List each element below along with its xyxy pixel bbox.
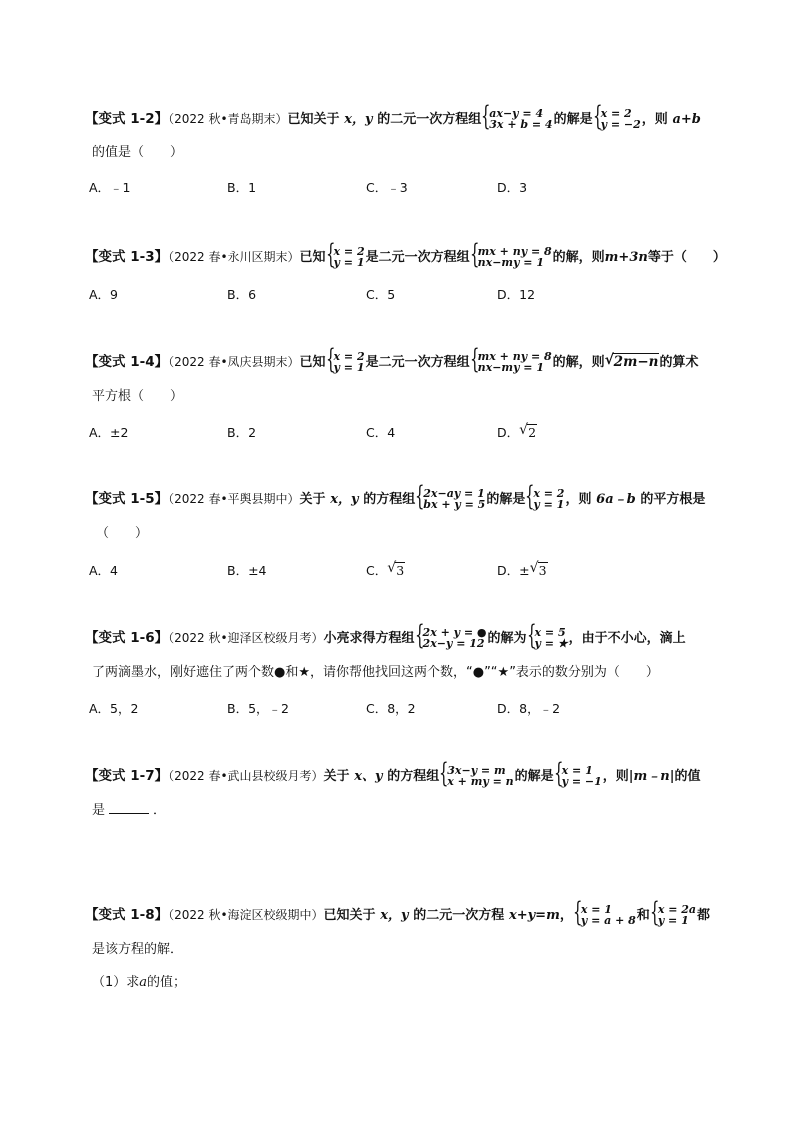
question-label: 【变式 1-4】 xyxy=(85,354,169,370)
solution-system: { x = 2 y = 1 xyxy=(327,351,365,373)
square-root-expression: √ 2m−n xyxy=(605,356,660,370)
question-source: （2022 春•凤庆县期末） xyxy=(168,355,300,369)
square-root-icon: √ 3 xyxy=(530,563,548,578)
question-1-5: 【变式 1-5】（2022 春•平舆县期中）关于 x，y 的方程组 { 2x−ay = 1 bx + y = 5 的解是 { x = 2 y = 1 ，则 6a﹣b 的平方根是 xyxy=(85,488,705,510)
question-continuation: （ ） xyxy=(96,526,149,541)
option-a: A．4 xyxy=(89,563,119,578)
question-source: （2022 春•永川区期末） xyxy=(168,250,300,264)
option-c: C．4 xyxy=(366,425,396,440)
solution-system: { x = 2 y = 1 xyxy=(526,488,564,510)
question-label: 【变式 1-5】 xyxy=(85,491,169,507)
question-label: 【变式 1-2】 xyxy=(85,111,169,127)
question-continuation: 是该方程的解． xyxy=(92,942,184,957)
question-1-2: 【变式 1-2】（2022 秋•青岛期末）已知关于 x，y 的二元一次方程组 { ax−y = 4 3x + b = 4 的解是 { x = 2 y = −2 ，则 a+b xyxy=(85,108,701,130)
option-d: D．±√ 3 xyxy=(497,561,548,579)
equation-system: { 2x−ay = 1 bx + y = 5 xyxy=(416,488,485,510)
option-a: A．5，2 xyxy=(89,701,139,716)
option-c: C．5 xyxy=(366,287,396,302)
question-source: （2022 秋•海淀区校级期中） xyxy=(168,908,324,922)
question-source: （2022 春•武山县校级月考） xyxy=(168,769,324,783)
solution-system-2: { x = 2a y = 1 xyxy=(651,904,696,926)
option-c: C．√ 3 xyxy=(366,561,405,579)
question-1-3: 【变式 1-3】（2022 春•永川区期末）已知 { x = 2 y = 1 是二元一次方程组 { mx + ny = 8 nx−my = 1 的解，则m+3n等于（ ） xyxy=(85,246,726,268)
answer-blank[interactable] xyxy=(109,813,149,814)
question-source: （2022 秋•青岛期末） xyxy=(168,112,288,126)
option-b: B．6 xyxy=(227,287,257,302)
option-b: B．2 xyxy=(227,425,257,440)
option-a: A．﹣1 xyxy=(89,180,131,195)
equation-system: { ax−y = 4 3x + b = 4 xyxy=(482,108,552,130)
equation-system: { 3x−y = m x + my = n xyxy=(440,765,513,787)
option-c: C．8，2 xyxy=(366,701,416,716)
question-continuation: 了两滴墨水，刚好遮住了两个数●和★，请你帮他找回这两个数，“●”“★”表示的数分别为（ ） xyxy=(92,665,659,680)
sub-question-1: （1）求a的值； xyxy=(92,975,187,990)
equation-system: { mx + ny = 8 nx−my = 1 xyxy=(471,351,552,373)
question-1-6: 【变式 1-6】（2022 秋•迎泽区校级月考）小亮求得方程组 { 2x + y = ● 2x−y = 12 的解为 { x = 5 y = ★ ，由于不小心，滴上 xyxy=(85,627,686,649)
solution-system: { x = 2 y = 1 xyxy=(327,246,365,268)
option-d: D．12 xyxy=(497,287,536,302)
question-1-4: 【变式 1-4】（2022 春•凤庆县期末）已知 { x = 2 y = 1 是二元一次方程组 { mx + ny = 8 nx−my = 1 的解，则√ 2m−n的算术 xyxy=(85,351,699,373)
option-b: B．5，﹣2 xyxy=(227,701,289,716)
option-b: B．±4 xyxy=(227,563,267,578)
question-source: （2022 春•平舆县期中） xyxy=(168,492,300,506)
option-d: D．3 xyxy=(497,180,528,195)
solution-system: { x = 5 y = ★ xyxy=(528,627,568,649)
option-a: A．±2 xyxy=(89,425,129,440)
question-label: 【变式 1-3】 xyxy=(85,249,169,265)
question-1-7: 【变式 1-7】（2022 春•武山县校级月考）关于 x、y 的方程组 { 3x−y = m x + my = n 的解是 { x = 1 y = −1 ，则|m﹣n|的值 xyxy=(85,765,700,787)
equation-system: { 2x + y = ● 2x−y = 12 xyxy=(416,627,487,649)
square-root-icon: √ 2 xyxy=(519,425,537,440)
question-continuation: 是 ． xyxy=(92,803,167,818)
option-d: D．8，﹣2 xyxy=(497,701,561,716)
solution-system: { x = 2 y = −2 xyxy=(594,108,641,130)
question-source: （2022 秋•迎泽区校级月考） xyxy=(168,631,324,645)
question-1-8: 【变式 1-8】（2022 秋•海淀区校级期中）已知关于 x，y 的二元一次方程 x+y=m， { x = 1 y = a + 8 和 { x = 2a y = 1 都 xyxy=(85,904,710,926)
question-label: 【变式 1-7】 xyxy=(85,768,169,784)
question-label: 【变式 1-6】 xyxy=(85,630,169,646)
equation-system: { mx + ny = 8 nx−my = 1 xyxy=(471,246,552,268)
solution-system: { x = 1 y = −1 xyxy=(555,765,602,787)
solution-system-1: { x = 1 y = a + 8 xyxy=(574,904,636,926)
question-continuation: 平方根（ ） xyxy=(92,389,184,404)
square-root-icon: √ 3 xyxy=(387,563,405,578)
option-b: B．1 xyxy=(227,180,257,195)
option-d: D．√ 2 xyxy=(497,423,537,441)
option-a: A．9 xyxy=(89,287,119,302)
question-continuation: 的值是（ ） xyxy=(92,145,184,160)
question-label: 【变式 1-8】 xyxy=(85,907,169,923)
option-c: C．﹣3 xyxy=(366,180,408,195)
